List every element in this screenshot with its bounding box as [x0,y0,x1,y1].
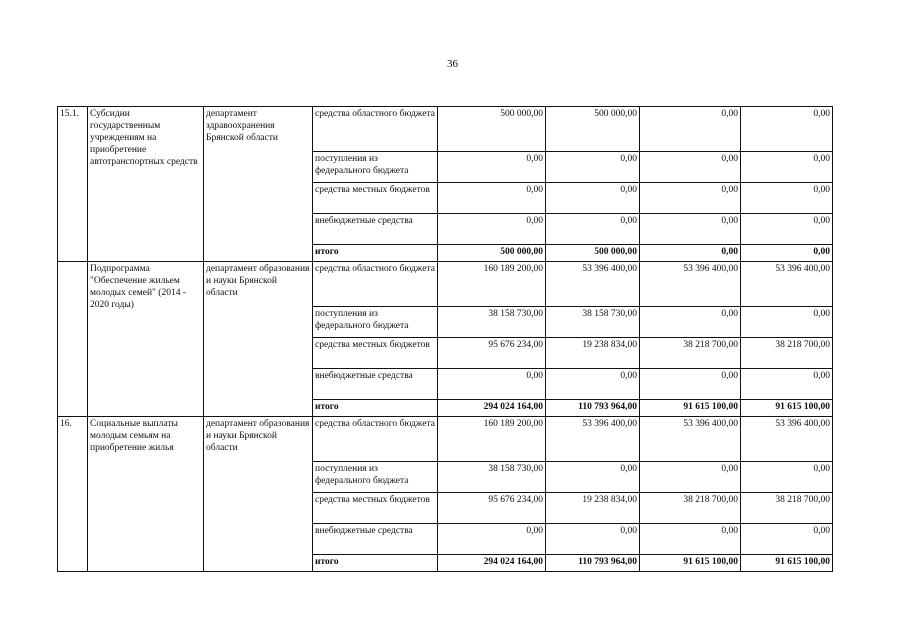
amount-cell: 0,00 [640,214,741,245]
budget-table [57,106,833,572]
funding-source: средства областного бюджета [313,107,438,152]
amount-cell: 0,00 [640,107,741,152]
amount-cell: 91 615 100,00 [640,555,741,572]
section-index [58,262,88,417]
amount-cell: 500 000,00 [438,107,546,152]
amount-cell: 0,00 [741,369,833,400]
amount-cell: 38 158 730,00 [438,307,546,338]
amount-cell: 0,00 [640,462,741,493]
amount-cell: 0,00 [438,183,546,214]
amount-cell: 53 396 400,00 [546,262,640,307]
amount-cell: 91 615 100,00 [741,400,833,417]
section-executor: департамент образования и науки Брянской области [204,262,313,417]
amount-cell: 53 396 400,00 [741,262,833,307]
amount-cell: 53 396 400,00 [741,417,833,462]
amount-cell: 0,00 [741,183,833,214]
section-executor: департамент здравоохранения Брянской области [204,107,313,262]
funding-source: внебюджетные средства [313,369,438,400]
amount-cell: 91 615 100,00 [640,400,741,417]
amount-cell: 0,00 [640,524,741,555]
amount-cell: 53 396 400,00 [546,417,640,462]
amount-cell: 91 615 100,00 [741,555,833,572]
section-index: 15.1. [58,107,88,262]
amount-cell: 0,00 [640,183,741,214]
amount-cell: 0,00 [546,183,640,214]
amount-cell: 0,00 [741,152,833,183]
amount-cell: 53 396 400,00 [640,262,741,307]
amount-cell: 0,00 [741,214,833,245]
amount-cell: 0,00 [546,214,640,245]
amount-cell: 0,00 [640,245,741,262]
amount-cell: 0,00 [741,307,833,338]
amount-cell: 0,00 [640,307,741,338]
funding-source: итого [313,245,438,262]
amount-cell: 38 218 700,00 [741,493,833,524]
amount-cell: 38 158 730,00 [546,307,640,338]
amount-cell: 0,00 [438,524,546,555]
amount-cell: 38 218 700,00 [640,338,741,369]
funding-source: средства местных бюджетов [313,338,438,369]
amount-cell: 294 024 164,00 [438,400,546,417]
amount-cell: 19 238 834,00 [546,493,640,524]
funding-source: поступления из федерального бюджета [313,307,438,338]
amount-cell: 0,00 [741,245,833,262]
funding-source: средства областного бюджета [313,417,438,462]
funding-source: поступления из федерального бюджета [313,462,438,493]
amount-cell: 95 676 234,00 [438,338,546,369]
amount-cell: 0,00 [741,107,833,152]
section-executor: департамент образования и науки Брянской области [204,417,313,572]
amount-cell: 0,00 [741,524,833,555]
amount-cell: 0,00 [741,462,833,493]
amount-cell: 0,00 [546,369,640,400]
section-name: Подпрограмма "Обеспечение жильем молодых семей" (2014 - 2020 годы) [88,262,204,417]
funding-source: итого [313,400,438,417]
amount-cell: 0,00 [640,152,741,183]
amount-cell: 0,00 [438,152,546,183]
funding-source: итого [313,555,438,572]
table-row [58,262,833,307]
amount-cell: 38 218 700,00 [741,338,833,369]
funding-source: поступления из федерального бюджета [313,152,438,183]
page-number: 36 [447,58,458,70]
amount-cell: 38 158 730,00 [438,462,546,493]
amount-cell: 160 189 200,00 [438,417,546,462]
funding-source: внебюджетные средства [313,524,438,555]
section-name: Субсидии государственным учреждениям на приобретение автотранспортных средств [88,107,204,262]
funding-source: средства местных бюджетов [313,493,438,524]
amount-cell: 19 238 834,00 [546,338,640,369]
amount-cell: 95 676 234,00 [438,493,546,524]
funding-source: средства областного бюджета [313,262,438,307]
amount-cell: 0,00 [438,369,546,400]
amount-cell: 38 218 700,00 [640,493,741,524]
amount-cell: 53 396 400,00 [640,417,741,462]
table-row [58,107,833,152]
funding-source: внебюджетные средства [313,214,438,245]
amount-cell: 0,00 [546,462,640,493]
amount-cell: 160 189 200,00 [438,262,546,307]
section-name: Социальные выплаты молодым семьям на приобретение жилья [88,417,204,572]
amount-cell: 500 000,00 [546,107,640,152]
section-index: 16. [58,417,88,572]
amount-cell: 0,00 [546,524,640,555]
funding-source: средства местных бюджетов [313,183,438,214]
amount-cell: 0,00 [640,369,741,400]
amount-cell: 0,00 [438,214,546,245]
table-row [58,417,833,462]
amount-cell: 110 793 964,00 [546,400,640,417]
amount-cell: 0,00 [546,152,640,183]
amount-cell: 294 024 164,00 [438,555,546,572]
amount-cell: 500 000,00 [438,245,546,262]
amount-cell: 500 000,00 [546,245,640,262]
amount-cell: 110 793 964,00 [546,555,640,572]
